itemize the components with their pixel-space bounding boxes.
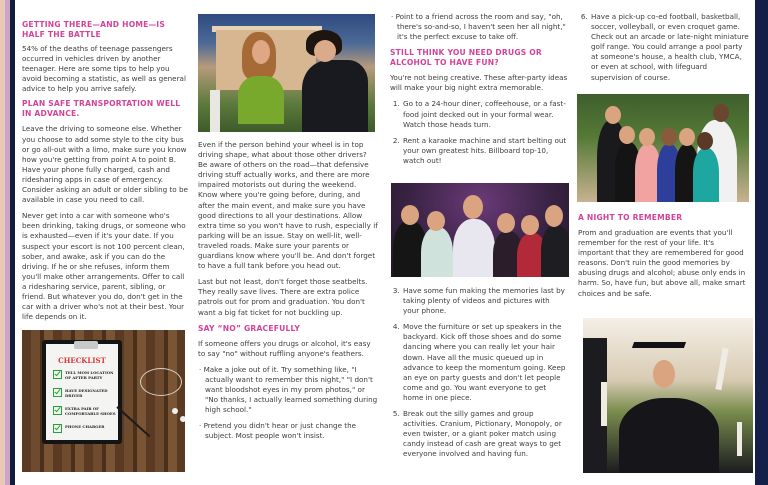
graduation-photo: [583, 318, 753, 473]
earbud-icon: [180, 416, 185, 422]
edge-stripe-navy-left: [10, 0, 15, 485]
checkbox-checked-icon: [53, 370, 62, 379]
say-no-tips-list: [198, 365, 378, 442]
clipboard: [42, 340, 122, 444]
diploma-icon: [601, 382, 607, 426]
list-item: 3. Have some fun making the memories last by taking plenty of videos and pictures with your phone.: [402, 286, 568, 316]
checkbox-checked-icon: [53, 424, 62, 433]
list-item: · Point to a friend across the room and say, "oh, there's so-and-so, I haven't seen her all night," it's the perfect excuse to take off.: [390, 12, 568, 42]
heading-still-think: STILL THINK YOU NEED DRUGS OR ALCOHOL TO HAVE FUN?: [390, 48, 542, 68]
column-3-continued: [390, 286, 568, 466]
column-2: [198, 140, 378, 447]
paragraph-defensive-driving: Even if the person behind your wheel is in top driving shape, what about those other drivers? Be aware of others on the road—that defensive driving stuff actually works, and there are more impaired motorists out during the weekend. Know where you're going before, during, and after the main event, and make sure you have good directions to all your destinations. Allow extra time so you won't have to rush, especially if parking will be an issue. Stay on well-lit, well-traveled roads. Make sure your parents or guardians know where you'll be. And don't forget to have a full tank before you head out.: [198, 140, 378, 271]
paragraph-leave-driving: Leave the driving to someone else. Whether you choose to add some style to the city bus or go all-out with a limo, make sure you know how you're getting from point A to point B. Have your phone fully charged, cash and ridesharing apps in case of emergency. Consider asking an adult or older sibling to be available in case you need to call.: [22, 124, 188, 205]
checkbox-checked-icon: [53, 388, 62, 397]
intro-paragraph: 54% of the deaths of teenage passengers occurred in vehicles driven by another teenager. Here are some tips to help you avoid becoming a statistic, as well as general advice to help you arrive safely.: [22, 44, 186, 94]
list-item: 6. Have a pick-up co-ed football, basketball, soccer, volleyball, or even croquet game. Check out an arcade or late-night miniature golf range. You could arrange a pool party at someone's house, a health club, YMCA, or even at school, with lifeguard supervision of course.: [590, 12, 750, 83]
karaoke-party-photo: [391, 183, 569, 277]
list-item: 2. Rent a karaoke machine and start belting out your own greatest hits. Billboard top-10, watch out!: [402, 136, 568, 166]
after-party-ideas-list-end: [578, 12, 750, 83]
grad-cap-icon: [632, 342, 686, 348]
after-party-ideas-list: [390, 99, 568, 166]
paragraph-never-get-in-car: Never get into a car with someone who's been drinking, taking drugs, or someone who is exhausted—even if it's your date. If you suspect your escort is not 100 percent clean, sober, and awake, ask if you can do the driving. If he or she refuses, inform them you'll make other arrangements. Offer to call a ridesharing service, parent, sibling, or friend. But whatever you do, don't get in the car with a driver who's not at their best. Your life depends on it.: [22, 211, 186, 322]
edge-stripe-navy-right: [755, 0, 768, 485]
earbud-icon: [172, 408, 178, 414]
prom-group-photo: [577, 94, 749, 202]
list-item: 1. Go to a 24-hour diner, coffeehouse, or a fast-food joint decked out in your formal wear. Watch those heads turn.: [402, 99, 568, 129]
say-no-tips-list-continued: [390, 12, 568, 42]
list-item: · Pretend you didn't hear or just change the subject. Most people won't insist.: [198, 421, 378, 441]
earphone-cord: [140, 368, 182, 396]
column-4-continued: [578, 213, 750, 299]
checklist-item: PHONE CHARGER: [53, 424, 117, 433]
after-party-ideas-list-continued: [390, 286, 568, 460]
heading-say-no: SAY “NO” GRACEFULLY: [198, 323, 301, 333]
checkbox-checked-icon: [53, 406, 62, 415]
column-4: [578, 12, 750, 89]
diploma-icon: [715, 348, 728, 390]
heading-getting-there: GETTING THERE—AND HOME—IS HALF THE BATTLE: [22, 20, 165, 39]
checklist-item: HAVE DESIGNATED DRIVER: [53, 388, 117, 398]
list-item: 5. Break out the silly games and group activities. Cranium, Pictionary, Monopoly, or even twister, or a giant poker match using candy instead of cash are great ways to get everyone involved and having fun.: [402, 409, 568, 459]
clipboard-clip: [74, 341, 98, 349]
checklist-item: EXTRA PAIR OF COMFORTABLE SHOES: [53, 406, 117, 416]
column-3: [390, 12, 568, 172]
prom-couple-photo: [198, 14, 375, 132]
paragraph-say-no-intro: If someone offers you drugs or alcohol, it's easy to say "no" without ruffling anyone's feathers.: [198, 338, 371, 358]
paragraph-night-to-remember: Prom and graduation are events that you'll remember for the rest of your life. It's important that they are remembered for good reasons. Don't ruin the good memories by abusing drugs and alcohol; abuse only ends in harm. So, have fun, but above all, make smart choices and be safe.: [578, 228, 746, 298]
paragraph-seatbelts: Last but not least, don't forget those seatbelts. They really save lives. There are extra police patrols out for prom and graduation. You don't want a big fat ticket for not buckling up.: [198, 277, 368, 317]
diploma-icon: [737, 422, 742, 456]
checklist-item: TELL MOM LOCATION OF AFTER PARTY: [53, 370, 117, 380]
checklist-title: CHECKLIST: [58, 356, 106, 365]
checklist-photo: [22, 330, 185, 472]
heading-night-to-remember: A NIGHT TO REMEMBER: [578, 213, 683, 222]
list-item: 4. Move the furniture or set up speakers in the backyard. Kick off those shoes and do some dancing where you can really let your hair down. Have all the music queued up in advance to keep the momentum going. Keep an eye on party guests and don't let people come and go. You want everyone to get home in one piece.: [402, 322, 568, 403]
heading-plan-transport: PLAN SAFE TRANSPORTATION WELL IN ADVANCE.: [22, 99, 181, 119]
list-item: · Make a joke out of it. Try something like, "I actually want to remember this night," "I don't want bloodshot eyes in my prom photos," or "No thanks, I actually learned something during high school.": [198, 365, 378, 415]
paragraph-not-creative: You're not being creative. These after-party ideas will make your big night extra memorable.: [390, 73, 568, 93]
column-1: [22, 20, 188, 322]
